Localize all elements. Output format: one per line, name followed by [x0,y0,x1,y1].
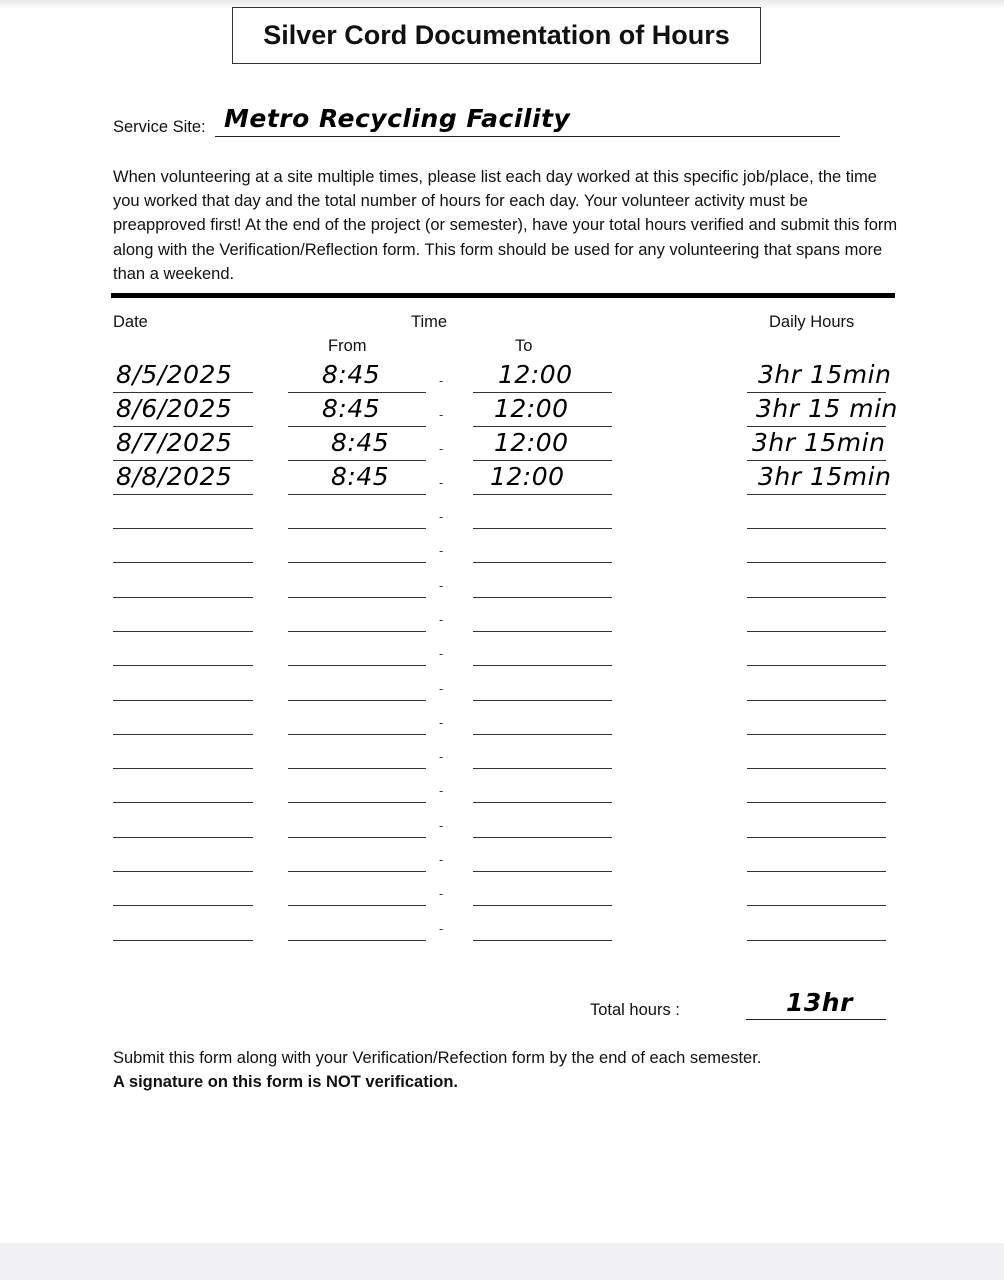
from-underline [288,460,426,461]
from-time-cell[interactable]: 8:45 [331,462,390,491]
to-time-field[interactable] [473,734,612,735]
date-field[interactable] [113,562,253,563]
date-underline [113,392,253,393]
time-separator: - [439,886,444,901]
time-separator: - [439,475,444,490]
date-field[interactable] [113,940,253,941]
to-time-cell[interactable]: 12:00 [498,360,573,389]
from-time-field[interactable] [288,562,426,563]
to-time-field[interactable] [473,597,612,598]
to-underline [473,494,612,495]
time-separator: - [439,783,444,798]
to-time-field[interactable] [473,940,612,941]
table-row [0,807,1004,841]
to-subheader: To [515,337,533,355]
from-time-field[interactable] [288,631,426,632]
hours-underline [747,392,886,393]
table-row [0,396,1004,430]
daily-hours-field[interactable] [747,597,886,598]
hours-underline [747,460,886,461]
time-separator: - [439,373,444,388]
service-site-value[interactable]: Metro Recycling Facility [224,104,571,133]
from-time-field[interactable] [288,871,426,872]
daily-hours-field[interactable] [747,905,886,906]
date-field[interactable] [113,665,253,666]
from-time-field[interactable] [288,837,426,838]
from-time-field[interactable] [288,665,426,666]
date-field[interactable] [113,597,253,598]
daily-hours-field[interactable] [747,631,886,632]
to-time-field[interactable] [473,837,612,838]
to-time-field[interactable] [473,768,612,769]
section-divider [111,293,895,298]
hours-underline [747,494,886,495]
date-field[interactable] [113,631,253,632]
time-separator: - [439,681,444,696]
service-site-underline [215,136,840,137]
from-underline [288,392,426,393]
date-field[interactable] [113,768,253,769]
submission-note: Submit this form along with your Verification/Refection form by the end of each semester. [113,1049,762,1067]
table-row [0,362,1004,396]
to-time-field[interactable] [473,562,612,563]
table-row [0,601,1004,635]
date-cell[interactable]: 8/5/2025 [116,360,233,389]
bottom-edge-shadow [0,1243,1004,1280]
daily-hours-field[interactable] [747,665,886,666]
from-time-cell[interactable]: 8:45 [331,428,390,457]
date-underline [113,460,253,461]
daily-hours-field[interactable] [747,562,886,563]
to-underline [473,460,612,461]
from-time-field[interactable] [288,905,426,906]
time-separator: - [439,646,444,661]
table-row [0,430,1004,464]
time-separator: - [439,612,444,627]
to-underline [473,392,612,393]
to-time-field[interactable] [473,700,612,701]
table-row [0,532,1004,566]
date-field[interactable] [113,837,253,838]
table-row [0,738,1004,772]
service-site-label: Service Site: [113,118,206,136]
daily-hours-cell[interactable]: 3hr 15 min [756,394,898,423]
instructions-paragraph: When volunteering at a site multiple times, please list each day worked at this specific job/place, the time you worked that day and the total number of hours for each day. Your volunteer activity must be preapproved first! At the end of the project (or semester), have your total hours verified and submit this form along with the Verification/Reflection form. This form should be used for any volunteering that spans more than a weekend. [113,168,898,283]
daily-hours-cell[interactable]: 3hr 15min [758,462,892,491]
to-time-field[interactable] [473,631,612,632]
to-time-field[interactable] [473,665,612,666]
from-subheader: From [328,337,367,355]
to-underline [473,426,612,427]
from-time-field[interactable] [288,768,426,769]
table-row [0,670,1004,704]
to-time-field[interactable] [473,871,612,872]
to-time-cell[interactable]: 12:00 [494,394,569,423]
to-time-cell[interactable]: 12:00 [494,428,569,457]
total-hours-label: Total hours : [590,1001,680,1019]
daily-hours-field[interactable] [747,802,886,803]
from-time-field[interactable] [288,528,426,529]
date-underline [113,494,253,495]
date-field[interactable] [113,802,253,803]
daily-hours-field[interactable] [747,700,886,701]
daily-hours-field[interactable] [747,940,886,941]
total-hours-underline [746,1019,886,1020]
to-time-field[interactable] [473,528,612,529]
from-time-field[interactable] [288,597,426,598]
table-row [0,772,1004,806]
daily-hours-field[interactable] [747,768,886,769]
date-field[interactable] [113,734,253,735]
verification-warning: A signature on this form is NOT verification. [113,1073,459,1091]
time-separator: - [439,921,444,936]
time-separator: - [439,509,444,524]
daily-hours-field[interactable] [747,528,886,529]
time-separator: - [439,407,444,422]
date-cell[interactable]: 8/7/2025 [116,428,233,457]
from-time-field[interactable] [288,734,426,735]
table-row [0,635,1004,669]
from-time-cell[interactable]: 8:45 [322,360,381,389]
daily-hours-cell[interactable]: 3hr 15min [758,360,892,389]
time-separator: - [439,852,444,867]
time-separator: - [439,715,444,730]
date-cell[interactable]: 8/8/2025 [116,462,233,491]
to-time-field[interactable] [473,905,612,906]
date-field[interactable] [113,905,253,906]
from-underline [288,494,426,495]
table-row [0,567,1004,601]
from-time-field[interactable] [288,940,426,941]
from-time-cell[interactable]: 8:45 [322,394,381,423]
date-underline [113,426,253,427]
time-separator: - [439,818,444,833]
daily-hours-column-header: Daily Hours [769,313,855,331]
date-column-header: Date [113,313,148,331]
from-time-field[interactable] [288,802,426,803]
table-row [0,464,1004,498]
form-title: Silver Cord Documentation of Hours [232,7,761,64]
table-row [0,704,1004,738]
time-separator: - [439,578,444,593]
date-field[interactable] [113,871,253,872]
table-row [0,498,1004,532]
to-time-field[interactable] [473,802,612,803]
from-time-field[interactable] [288,700,426,701]
hours-underline [747,426,886,427]
date-field[interactable] [113,528,253,529]
daily-hours-field[interactable] [747,871,886,872]
time-separator: - [439,543,444,558]
table-row [0,875,1004,909]
to-time-cell[interactable]: 12:00 [490,462,565,491]
daily-hours-field[interactable] [747,837,886,838]
from-underline [288,426,426,427]
date-field[interactable] [113,700,253,701]
time-separator: - [439,441,444,456]
date-cell[interactable]: 8/6/2025 [116,394,233,423]
total-hours-value[interactable]: 13hr [786,988,853,1017]
daily-hours-cell[interactable]: 3hr 15min [752,428,886,457]
table-row [0,841,1004,875]
table-row [0,910,1004,944]
time-column-header: Time [411,313,448,331]
time-separator: - [439,749,444,764]
daily-hours-field[interactable] [747,734,886,735]
